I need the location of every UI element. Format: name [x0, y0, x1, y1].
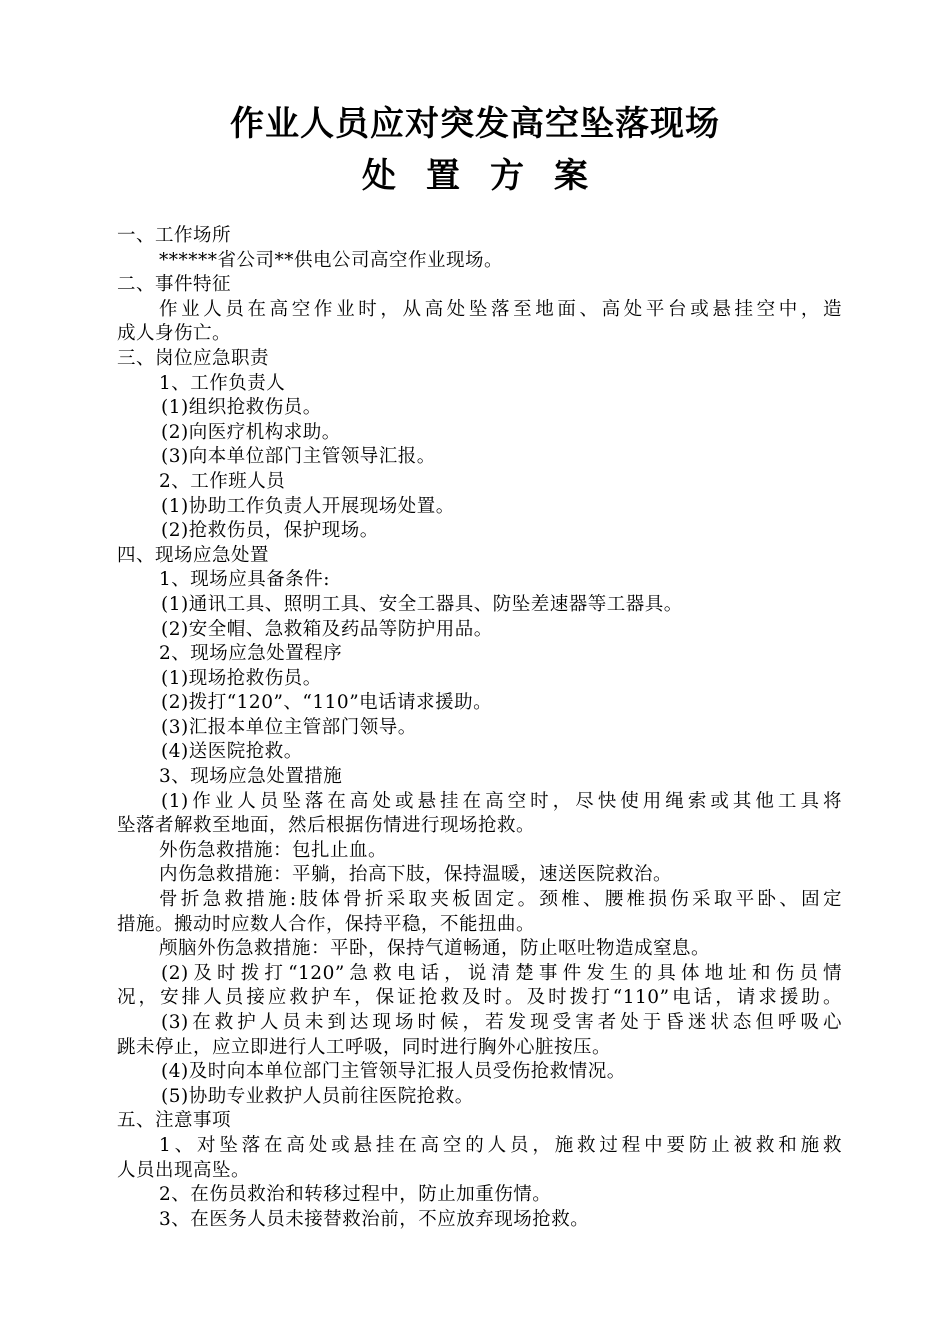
text-line: (2)安全帽、急救箱及药品等防护用品。	[161, 618, 493, 640]
text-line: 成人身伤亡。	[117, 323, 232, 345]
text-line: 1、对坠落在高处或悬挂在高空的人员，施救过程中要防止被救和施救	[159, 1134, 842, 1156]
text-line: (1)通讯工具、照明工具、安全工器具、防坠差速器等工器具。	[161, 593, 683, 615]
section-heading: 四、现场应急处置	[117, 544, 270, 566]
section-heading: 一、工作场所	[117, 225, 232, 246]
text-line: (2)抢救伤员，保护现场。	[161, 520, 379, 542]
text-line: 1、工作负责人	[159, 372, 286, 394]
text-line: 骨折急救措施:肢体骨折采取夹板固定。颈椎、腰椎损伤采取平卧、固定	[159, 889, 842, 911]
text-line: (1)协助工作负责人开展现场处置。	[161, 495, 455, 517]
text-line: 3、现场应急处置措施	[159, 766, 343, 788]
text-line: (4)送医院抢救。	[161, 741, 303, 763]
text-line: (5)协助专业救护人员前往医院抢救。	[161, 1085, 474, 1107]
text-line: (4)及时向本单位部门主管领导汇报人员受伤抢救情况。	[161, 1061, 626, 1083]
text-line: 1、现场应具备条件:	[159, 569, 331, 591]
text-line: (1)作业人员坠落在高处或悬挂在高空时，尽快使用绳索或其他工具将	[161, 790, 842, 812]
section-heading: 二、事件特征	[117, 274, 232, 296]
text-line: 措施。搬动时应数人合作，保持平稳，不能扭曲。	[117, 913, 536, 935]
document-body	[117, 224, 842, 1232]
text-line: 内伤急救措施：平躺，抬高下肢，保持温暖，速送医院救治。	[159, 864, 673, 886]
text-line: 2、工作班人员	[159, 470, 286, 492]
text-line: (3)汇报本单位主管部门领导。	[161, 716, 417, 738]
text-line: 况，安排人员接应救护车，保证抢救及时。及时拨打“110”电话，请求援助。	[117, 987, 842, 1009]
text-line: 人员出现高坠。	[117, 1159, 251, 1181]
text-line: 颅脑外伤急救措施：平卧，保持气道畅通，防止呕吐物造成窒息。	[159, 938, 711, 960]
text-line: (3)向本单位部门主管领导汇报。	[161, 446, 436, 468]
section-heading: 三、岗位应急职责	[117, 347, 270, 369]
text-line: 外伤急救措施：包扎止血。	[159, 839, 388, 861]
document-title: 作业人员应对突发高空坠落现场	[230, 104, 720, 144]
text-line: 2、现场应急处置程序	[159, 643, 343, 665]
text-line: 作业人员在高空作业时，从高处坠落至地面、高处平台或悬挂空中，造	[159, 298, 842, 320]
text-line: (1)现场抢救伤员。	[161, 667, 322, 689]
text-line: ******省公司**供电公司高空作业现场。	[159, 249, 504, 271]
text-line: 3、在医务人员未接替救治前，不应放弃现场抢救。	[159, 1208, 590, 1230]
text-line: 坠落者解救至地面，然后根据伤情进行现场抢救。	[117, 815, 536, 837]
text-line: (2)向医疗机构求助。	[161, 421, 341, 443]
document-subtitle: 处置方案	[362, 156, 618, 196]
text-line: (3)在救护人员未到达现场时候，若发现受害者处于昏迷状态但呼吸心	[161, 1012, 842, 1033]
text-line: (2)及时拨打“120”急救电话，说清楚事件发生的具体地址和伤员情	[161, 962, 842, 984]
text-line: (1)组织抢救伤员。	[161, 397, 322, 419]
section-heading: 五、注意事项	[117, 1110, 232, 1132]
text-line: (2)拨打“120”、“110”电话请求援助。	[161, 692, 493, 714]
text-line: 2、在伤员救治和转移过程中，防止加重伤情。	[159, 1184, 552, 1206]
text-line: 跳未停止，应立即进行人工呼吸，同时进行胸外心脏按压。	[117, 1036, 612, 1058]
